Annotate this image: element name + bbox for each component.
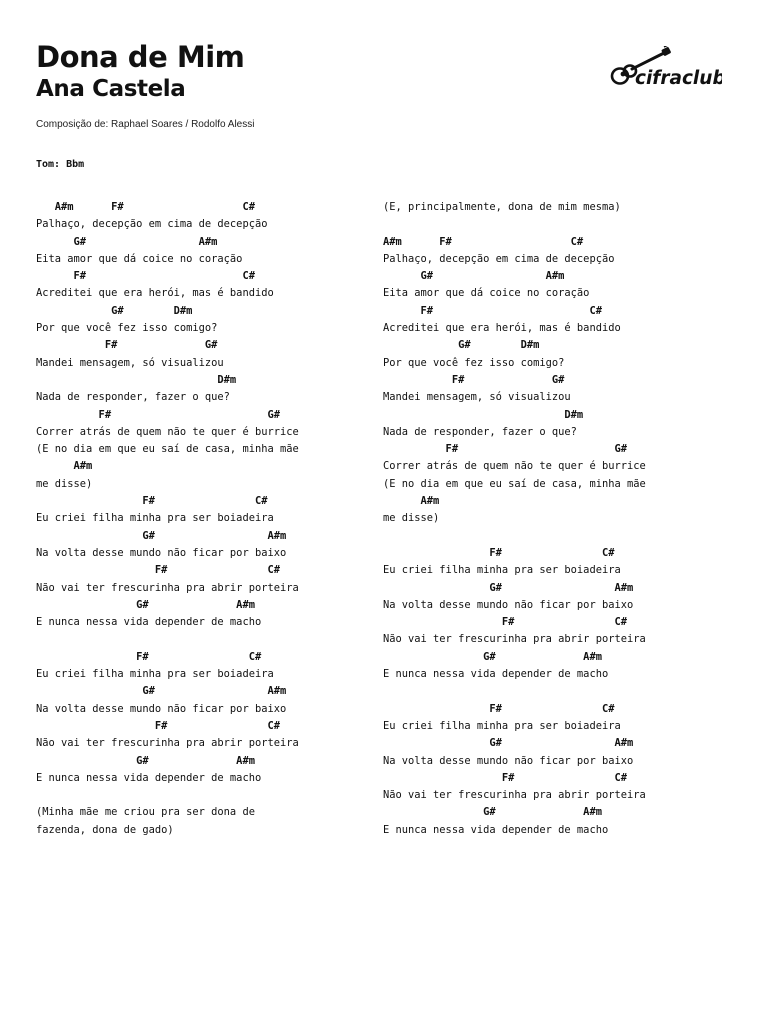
lyric-line: E nunca nessa vida depender de macho xyxy=(36,771,262,784)
lyric-line: fazenda, dona de gado) xyxy=(36,823,174,836)
lyric-line: me disse) xyxy=(36,477,93,490)
lyric-line: Eu criei filha minha pra ser boiadeira xyxy=(383,719,621,732)
lyric-line: (E, principalmente, dona de mim mesma) xyxy=(383,201,621,213)
lyric-line: Não vai ter frescurinha pra abrir porteira xyxy=(36,581,299,594)
chord-line: G# A#m xyxy=(383,650,602,663)
chord-line: F# C# xyxy=(36,270,255,283)
lyric-line: Eita amor que dá coice no coração xyxy=(383,287,590,300)
chord-line: A#m F# C# xyxy=(36,201,255,213)
chord-line: F# G# xyxy=(383,373,565,386)
chord-line: G# D#m xyxy=(36,304,193,317)
guitar-icon xyxy=(606,46,722,96)
lyrics-left-column xyxy=(36,199,299,839)
lyric-line: Nada de responder, fazer o que? xyxy=(383,425,577,438)
chord-line: A#m F# C# xyxy=(383,235,584,248)
chord-line: F# C# xyxy=(36,495,268,508)
lyric-line: Não vai ter frescurinha pra abrir porteira xyxy=(383,633,646,646)
lyric-line: Acreditei que era herói, mas é bandido xyxy=(383,322,621,335)
lyric-line: (E no dia em que eu saí de casa, minha mãe xyxy=(36,443,299,456)
blank-line xyxy=(383,683,646,700)
chord-line: F# C# xyxy=(383,702,615,715)
lyric-line: Eu criei filha minha pra ser boiadeira xyxy=(36,512,274,525)
chord-line: F# G# xyxy=(36,339,218,352)
artist-name: Ana Castela xyxy=(36,76,186,102)
chord-line: G# A#m xyxy=(383,806,602,819)
lyric-line: Na volta desse mundo não ficar por baixo xyxy=(36,702,287,715)
lyrics-right-column xyxy=(383,199,646,839)
lyric-line: Acreditei que era herói, mas é bandido xyxy=(36,287,274,300)
lyric-line: Palhaço, decepção em cima de decepção xyxy=(383,252,615,265)
logo-wordmark: cifraclub xyxy=(635,68,722,89)
chord-line: D#m xyxy=(383,408,584,421)
chord-line: G# A#m xyxy=(36,685,287,698)
lyric-line: Correr atrás de quem não te quer é burrice xyxy=(36,425,299,438)
lyric-line: Por que você fez isso comigo? xyxy=(36,322,218,335)
lyric-line: Não vai ter frescurinha pra abrir porteira xyxy=(36,737,299,750)
lyric-line: Correr atrás de quem não te quer é burrice xyxy=(383,460,646,473)
chord-line: F# C# xyxy=(383,771,627,784)
lyric-line: Mandei mensagem, só visualizou xyxy=(36,356,224,369)
chord-line: G# A#m xyxy=(36,235,218,248)
chord-line: F# C# xyxy=(36,564,280,577)
lyric-line: Na volta desse mundo não ficar por baixo xyxy=(383,754,634,767)
lyric-line: Mandei mensagem, só visualizou xyxy=(383,391,571,404)
song-key: Tom: Bbm xyxy=(36,159,85,170)
lyric-line: Eu criei filha minha pra ser boiadeira xyxy=(383,564,621,577)
chord-line: G# A#m xyxy=(383,581,634,594)
lyric-line: Eu criei filha minha pra ser boiadeira xyxy=(36,668,274,681)
chord-line: F# C# xyxy=(36,719,280,732)
lyric-line: Por que você fez isso comigo? xyxy=(383,356,565,369)
chord-line: G# A#m xyxy=(36,754,255,767)
chord-line: G# A#m xyxy=(36,598,255,611)
chord-line: F# G# xyxy=(36,408,280,421)
composer-credit: Composição de: Raphael Soares / Rodolfo Alessi xyxy=(36,119,255,130)
lyric-line: (Minha mãe me criou pra ser dona de xyxy=(36,806,255,819)
lyric-line: Na volta desse mundo não ficar por baixo xyxy=(383,598,634,611)
chord-line: F# G# xyxy=(383,443,627,456)
chord-line: G# A#m xyxy=(383,270,565,283)
lyric-line: me disse) xyxy=(383,512,440,525)
blank-line xyxy=(383,528,646,545)
chord-line: F# C# xyxy=(36,650,262,663)
chord-line: A#m xyxy=(36,460,93,473)
chord-line: G# D#m xyxy=(383,339,540,352)
chord-line: F# C# xyxy=(383,304,602,317)
chord-line: F# C# xyxy=(383,546,615,559)
lyric-line: Não vai ter frescurinha pra abrir porteira xyxy=(383,789,646,802)
lyric-line: E nunca nessa vida depender de macho xyxy=(383,668,609,681)
chord-line: D#m xyxy=(36,373,237,386)
lyric-line: Nada de responder, fazer o que? xyxy=(36,391,230,404)
lyric-line: (E no dia em que eu saí de casa, minha mãe xyxy=(383,477,646,490)
blank-line xyxy=(36,631,299,648)
lyric-line: E nunca nessa vida depender de macho xyxy=(36,616,262,629)
chord-line: F# C# xyxy=(383,616,627,629)
lyric-line: Na volta desse mundo não ficar por baixo xyxy=(36,546,287,559)
lyric-line: Palhaço, decepção em cima de decepção xyxy=(36,218,268,231)
blank-line xyxy=(383,216,646,233)
blank-line xyxy=(36,787,299,804)
chord-line: A#m xyxy=(383,495,440,508)
lyric-line: Eita amor que dá coice no coração xyxy=(36,252,243,265)
cifraclub-logo xyxy=(606,46,722,96)
chord-line: G# A#m xyxy=(36,529,287,542)
chord-line: G# A#m xyxy=(383,737,634,750)
song-title: Dona de Mim xyxy=(36,40,245,74)
lyric-line: E nunca nessa vida depender de macho xyxy=(383,823,609,836)
